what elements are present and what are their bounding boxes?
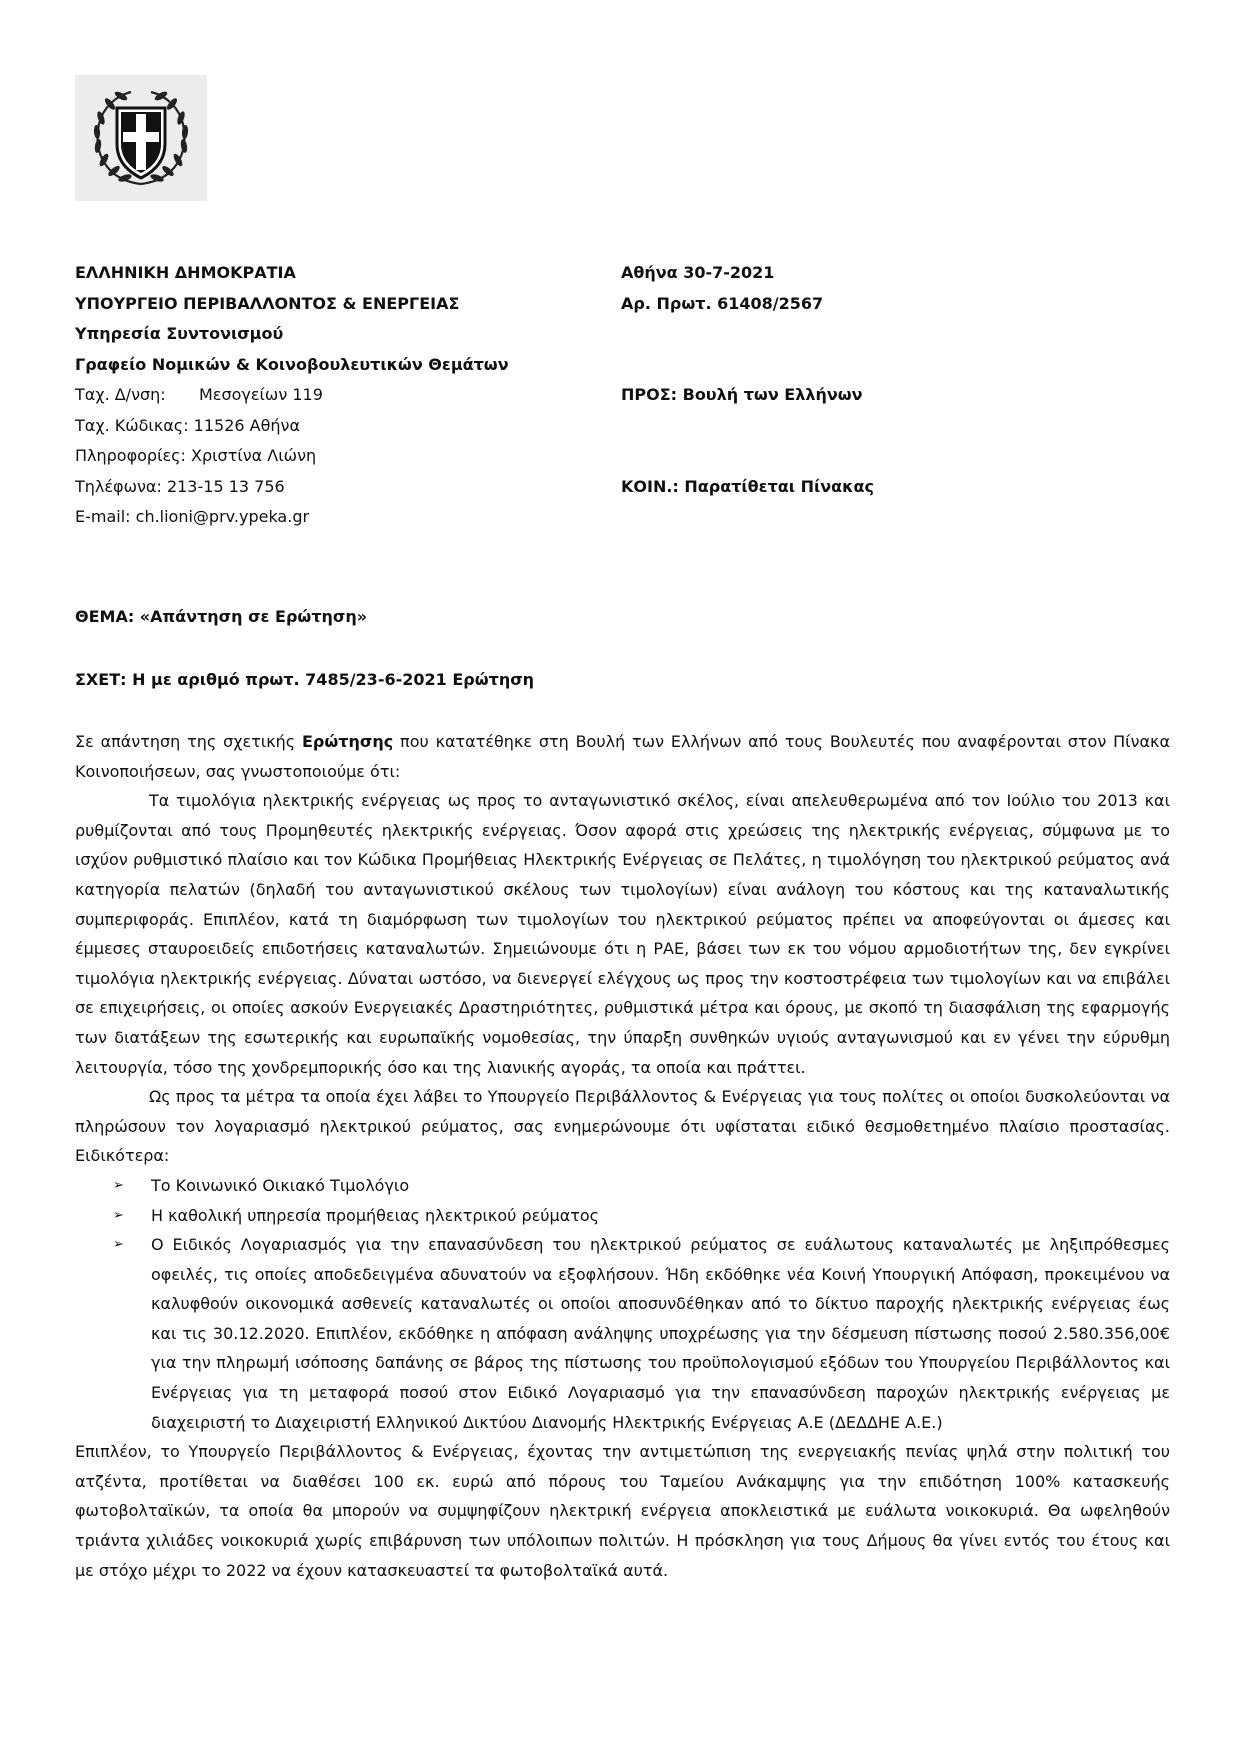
document-date: Αθήνα 30-7-2021 <box>621 263 775 282</box>
info-line: Πληροφορίες: Χριστίνα Λιώνη <box>75 446 317 465</box>
logo-area <box>75 75 207 201</box>
list-item: ➢ Το Κοινωνικό Οικιακό Τιμολόγιο <box>75 1171 1170 1201</box>
sender-block <box>75 258 635 533</box>
address-line <box>75 380 635 411</box>
office-name: Γραφείο Νομικών & Κοινοβουλευτικών Θεμάτων <box>75 354 509 374</box>
list-item: ➢ Ο Ειδικός Λογαριασμός για την επανασύνδεση του ηλεκτρικού ρεύματος σε ευάλωτους καταναλωτές με ληξιπρόθεσμες οφειλές, τις οποίες αποδεδειγμένα αδυνατούν να εξοφλήσουν. Ήδη εκδόθηκε νέα Κοινή Υπουργική Απόφαση, προκειμένου να καλυφθούν οικονομικά ασθενείς καταναλωτές οι οποίοι αποσυνδέθηκαν από το δίκτυο παροχής ηλεκτρικής ενέργειας έως και τις 30.12.2020. Επιπλέον, εκδόθηκε η απόφαση ανάληψης υποχρέωσης για την δέσμευση πίστωσης ποσού 2.580.356,00€ για την πληρωμή ισόποσης δαπάνης σε βάρος της πίστωσης του προϋπολογισμού εξόδων του Υπουργείου Περιβάλλοντος και Ενέργειας για τη μεταφορά ποσού στον Ειδικό Λογαριασμό για την επανασύνδεση παροχών ηλεκτρικής ενέργειας με διαχειριστή το Διαχειριστή Ελληνικού Δικτύου Διανομής Ηλεκτρικής Ενέργειας Α.Ε (ΔΕΔΔΗΕ Α.Ε.) <box>75 1230 1170 1437</box>
paragraph-measures: Ως προς τα μέτρα τα οποία έχει λάβει το Υπουργείο Περιβάλλοντος & Ενέργειας για τους πολίτες οι οποίοι δυσκολεύονται να πληρώσουν τον λογαριασμό ηλεκτρικού ρεύματος, σας ενημερώνουμε ότι υφίσταται ειδικό θεσμοθετημένο πλαίσιο προστασίας. Ειδικότερα: <box>75 1087 1170 1166</box>
phone-line: Τηλέφωνα: 213-15 13 756 <box>75 476 285 496</box>
recipient-block <box>621 258 1181 502</box>
subject-line: ΘΕΜΑ: «Απάντηση σε Ερώτηση» <box>75 607 368 626</box>
address-value: Μεσογείων 119 <box>199 385 323 404</box>
intro-paragraph: Σε απάντηση της σχετικής Ερώτησης που κατατέθηκε στη Βουλή των Ελλήνων από τους Βουλευτές που αναφέρονται στον Πίνακα Κοινοποιήσεων, σας γνωστοποιούμε ότι: <box>75 732 1171 781</box>
measures-list <box>75 1171 1170 1437</box>
arrow-bullet-icon: ➢ <box>113 1207 124 1223</box>
letter-body <box>75 727 1170 1585</box>
ministry-name: ΥΠΟΥΡΓΕΙΟ ΠΕΡΙΒΑΛΛΟΝΤΟΣ & ΕΝΕΡΓΕΙΑΣ <box>75 293 460 313</box>
intro-bold-word: Ερώτησης <box>302 732 394 751</box>
related-line: ΣΧΕΤ: Η με αριθμό πρωτ. 7485/23-6-2021 Ερώτηση <box>75 670 535 689</box>
address-label: Ταχ. Δ/νση: <box>75 385 166 404</box>
arrow-bullet-icon: ➢ <box>113 1237 124 1253</box>
protocol-number: Αρ. Πρωτ. 61408/2567 <box>621 293 824 313</box>
email-line: E-mail: ch.lioni@prv.ypeka.gr <box>75 507 310 526</box>
country-name: ΕΛΛΗΝΙΚΗ ΔΗΜΟΚΡΑΤΙΑ <box>75 263 296 282</box>
cc-recipients: ΚΟΙΝ.: Παρατίθεται Πίνακας <box>621 476 874 496</box>
arrow-bullet-icon: ➢ <box>113 1177 124 1193</box>
recipient: ΠΡΟΣ: Βουλή των Ελλήνων <box>621 385 863 404</box>
paragraph-photovoltaics: Επιπλέον, το Υπουργείο Περιβάλλοντος & Ενέργειας, έχοντας την αντιμετώπιση της ενεργειακής πενίας ψηλά στην πολιτική του ατζέντα, προτίθεται να διαθέσει 100 εκ. ευρώ από πόρους του Ταμείου Ανάκαμψης για την επιδότηση 100% κατασκευής φωτοβολταϊκών, τα οποία θα μπορούν να συμψηφίζουν ηλεκτρική ενέργεια αποκλειστικά με ευάλωτα νοικοκυριά. Θα ωφεληθούν τριάντα χιλιάδες νοικοκυριά χωρίς επιβάρυνση των υπόλοιπων πολιτών. Η πρόσκληση για τους Δήμους θα γίνει εντός του έτους και με στόχο μέχρι το 2022 να έχουν κατασκευαστεί τα φωτοβολταϊκά αυτά. <box>75 1442 1170 1580</box>
greek-coat-of-arms-icon <box>85 84 197 192</box>
paragraph-tariffs: Τα τιμολόγια ηλεκτρικής ενέργειας ως προς το ανταγωνιστικό σκέλος, είναι απελευθερωμένα από τον Ιούλιο του 2013 και ρυθμίζονται από τους Προμηθευτές ηλεκτρικής ενέργειας. Όσον αφορά στις χρεώσεις της ηλεκτρικής ενέργειας, σύμφωνα με το ισχύον ρυθμιστικό πλαίσιο και τον Κώδικα Προμήθειας Ηλεκτρικής Ενέργειας σε Πελάτες, η τιμολόγηση του ηλεκτρικού ρεύματος ανά κατηγορία πελατών (δηλαδή του ανταγωνιστικού σκέλους των τιμολογίων) είναι ανάλογη του κόστους και της καταναλωτικής συμπεριφοράς. Επιπλέον, κατά τη διαμόρφωση των τιμολογίων του ηλεκτρικού ρεύματος πρέπει να αποφεύγονται οι άμεσες και έμμεσες σταυροειδείς επιδοτήσεις καταναλωτών. Σημειώνουμε ότι η ΡΑΕ, βάσει των εκ του νόμου αρμοδιοτήτων της, δεν εγκρίνει τιμολόγια ηλεκτρικής ενέργειας. Δύναται ωστόσο, να διενεργεί ελέγχους ως προς την κοστοστρέφεια των τιμολογίων και να επιβάλει σε επιχειρήσεις, οι οποίες ασκούν Ενεργειακές Δραστηριότητες, ρυθμιστικά μέτρα και όρους, με σκοπό τη διασφάλιση της εφαρμογής των διατάξεων της εσωτερικής και ευρωπαϊκής νομοθεσίας, την ύπαρξη συνθηκών υγιούς ανταγωνισμού και εν γένει την εύρυθμη λειτουργία, τόσο της χονδρεμπορικής όσο και της λιανικής αγοράς, τα οποία και πράττει. <box>75 791 1170 1077</box>
service-name: Υπηρεσία Συντονισμού <box>75 324 284 343</box>
list-item: ➢ Η καθολική υπηρεσία προμήθειας ηλεκτρικού ρεύματος <box>75 1201 1170 1231</box>
postcode-line: Ταχ. Κώδικας: 11526 Αθήνα <box>75 415 301 435</box>
